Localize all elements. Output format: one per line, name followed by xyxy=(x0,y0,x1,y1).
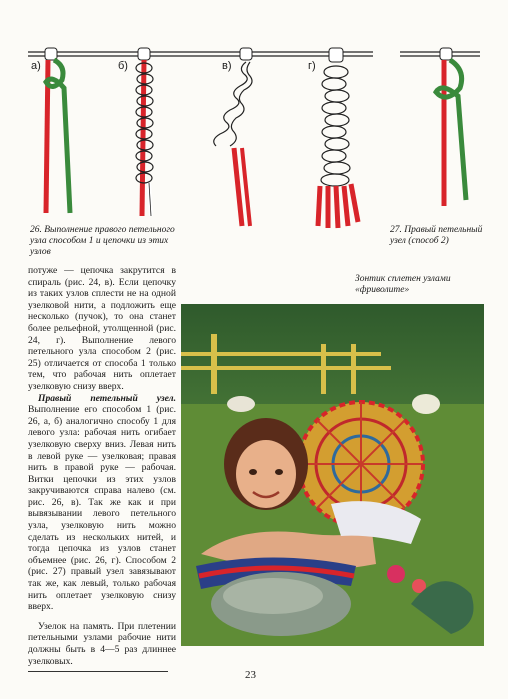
paragraph-2-text: Выполнение его способом 1 (рис. 26, а, б) аналогично способу 1 для левого узла: рабочая нить огибает узелковую сверху вниз. Левая нить в левой руке — узелковая; правая нить в правой руке — рабочая. Витки цепочки из этих узлов закручиваются справа налево (см. рис. 26, в). Так же как и при вывязывании левого петельного узла, узелковую нить можно сделать из нескольких нитей, и тогда цепочка из узлов станет объемнее (рис. 26, г). Способом 2 (рис. 27) правый узел завязывают так же, как левый, только рабочая нить оплетает узелковую снизу вверх. xyxy=(28,404,176,613)
figure-27-diagram xyxy=(400,38,480,238)
photo-girl-with-umbrella xyxy=(181,304,484,646)
figure-26-diagram xyxy=(28,38,373,238)
paragraph-1: потуже — цепочка закрутится в спираль (рис. 24, в). Если цепочку из таких узлов сплести не на одной узелковой нити, а подложить еще несколько (пучок), то она станет более рельефной, утолщенной (рис. 24, г). Выполнение левого петельного узла способом 2 (рис. 25) отличается от способа 1 только тем, что рабочая нить оплетает узелковую снизу вверх. xyxy=(28,265,176,392)
photo-caption: Зонтик сплетен узлами «фриволите» xyxy=(355,274,451,295)
heading-right-knot: Правый петельный узел. xyxy=(38,392,176,404)
note-paragraph: Узелок на память. При плетении петельными узлами рабочие нити должны быть в 4—5 раз длиннее узелковых. xyxy=(28,620,176,667)
caption-fig27: 27. Правый петельный узел (способ 2) xyxy=(390,225,483,246)
knot-v xyxy=(214,48,252,226)
label-v: в) xyxy=(222,60,232,72)
knot-b xyxy=(136,48,153,216)
label-a: а) xyxy=(31,60,41,72)
label-g: г) xyxy=(308,60,316,72)
caption-fig26: 26. Выполнение правого петельного узла способом 1 и цепочки из этих узлов xyxy=(30,225,175,257)
knot-g xyxy=(318,48,358,228)
body-text-column xyxy=(28,265,176,672)
knot-a xyxy=(45,48,70,213)
page-number: 23 xyxy=(245,669,256,681)
label-b: б) xyxy=(118,60,128,72)
note-rule xyxy=(28,671,168,672)
paragraph-2 xyxy=(28,393,176,613)
